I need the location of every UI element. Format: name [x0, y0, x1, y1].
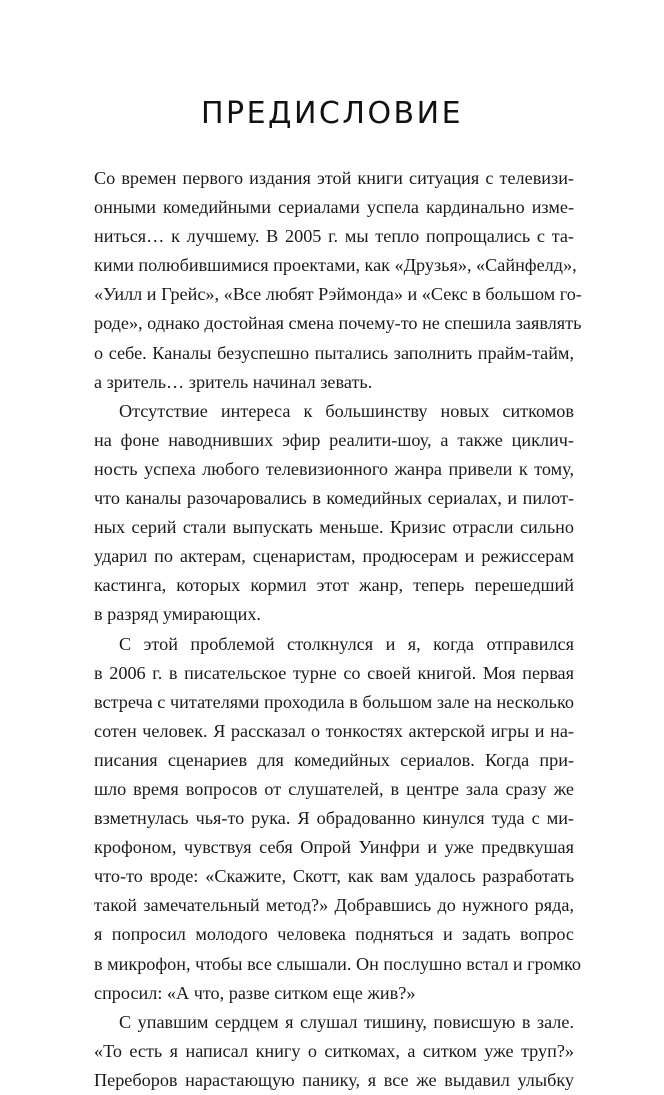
body-text [94, 164, 582, 1095]
text-line: сотен человек. Я рассказал о тонкостях актерской игры и на- [94, 720, 574, 741]
text-line: я попросил молодого человека подняться и задать вопрос [94, 924, 574, 945]
text-line: роде», однако достойная смена почему-то не спешила заявлять [94, 313, 582, 334]
text-line: в микрофон, чтобы все слышали. Он послушно встал и громко [94, 953, 581, 974]
text-line: встреча с читателями проходила в большом зале на несколько [94, 691, 574, 712]
text-line: Отсутствие интереса к большинству новых ситкомов [119, 400, 574, 421]
chapter-title: ПРЕДИСЛОВИЕ [200, 96, 464, 131]
text-line: в разряд умирающих. [94, 604, 261, 625]
text-line: о себе. Каналы безуспешно пытались заполнить прайм-тайм, [94, 342, 574, 363]
text-line: такой замечательный метод?» Добравшись до нужного ряда, [94, 895, 574, 916]
text-line: С упавшим сердцем я слушал тишину, повисшую в зале. [119, 1011, 574, 1032]
text-line: «То есть я написал книгу о ситкомах, а ситком уже труп?» [94, 1040, 574, 1061]
text-line: в 2006 г. в писательское турне со своей книгой. Моя первая [94, 662, 574, 683]
text-line: кастинга, которых кормил этот жанр, теперь перешедший [94, 575, 574, 596]
text-line: онными комедийными сериалами успела кардинально изме- [94, 197, 574, 218]
text-line: спросил: «А что, разве ситком еще жив?» [94, 982, 416, 1003]
text-line: писания сценариев для комедийных сериалов. Когда при- [94, 749, 574, 770]
text-line: Переборов нарастающую панику, я все же выдавил улыбку [94, 1069, 574, 1090]
text-line: Со времен первого издания этой книги ситуация с телевизи- [94, 168, 574, 188]
text-line: взметнулась чья-то рука. Я обрадованно кинулся туда с ми- [94, 808, 574, 829]
text-line: а зритель… зритель начинал зевать. [94, 371, 373, 392]
text-line: на фоне наводнивших эфир реалити-шоу, а также циклич- [94, 429, 574, 450]
text-line: ниться… к лучшему. В 2005 г. мы тепло попрощались с та- [94, 226, 574, 247]
text-line: шло время вопросов от слушателей, в центре зала сразу же [94, 778, 574, 799]
text-line: С этой проблемой столкнулся и я, когда отправился [119, 633, 574, 654]
text-line: ударил по актерам, сценаристам, продюсерам и режиссерам [94, 546, 574, 567]
text-line: «Уилл и Грейс», «Все любят Рэймонда» и «Секс в большом го- [94, 284, 582, 305]
text-line: ность успеха любого телевизионного жанра привели к тому, [94, 458, 574, 479]
text-line: ных серий стали выпускать меньше. Кризис отрасли сильно [94, 517, 574, 538]
text-line: что каналы разочаровались в комедийных сериалах, и пилот- [94, 488, 574, 509]
text-line: что-то вроде: «Скажите, Скотт, как вам удалось разработать [94, 866, 574, 887]
text-line: крофоном, чувствуя себя Опрой Уинфри и уже предвкушая [94, 837, 574, 858]
text-line: кими полюбившимися проектами, как «Друзья», «Сайнфелд», [94, 255, 577, 276]
